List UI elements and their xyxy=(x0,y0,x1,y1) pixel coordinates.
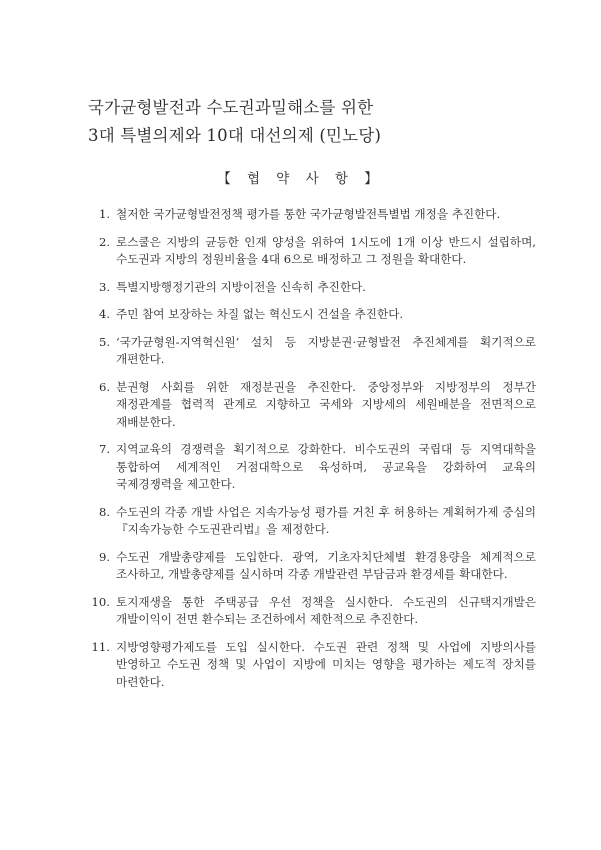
item-text: 특별지방행정기관의 지방이전을 신속히 추진한다. xyxy=(116,279,366,294)
list-item xyxy=(86,379,536,432)
item-number: 3. xyxy=(98,279,110,294)
list-item xyxy=(86,279,536,297)
item-number: 11. xyxy=(91,639,110,654)
item-number: 6. xyxy=(98,379,110,394)
list-item xyxy=(86,549,536,584)
item-text: 토지재생을 통한 주택공급 우선 정책을 실시한다. 수도권의 신규택지개발은 개발이익이 전면 환수되는 조건하에서 제한적으로 추진한다. xyxy=(116,594,536,626)
item-number: 7. xyxy=(98,442,110,456)
agreement-list xyxy=(86,206,536,701)
list-item xyxy=(86,206,536,224)
item-text: 분권형 사회를 위한 재정분권을 추진한다. 중앙정부와 지방정부의 정부간 재정관계를 협력적 관계로 지향하고 국세와 지방세의 세원배분을 전면적으로 재배분한다. xyxy=(116,379,536,429)
item-text: ‘국가균형원-지역혁신원’ 설치 등 지방분권·균형발전 추진체계를 획기적으로 개편한다. xyxy=(116,334,536,366)
list-item xyxy=(86,594,536,629)
list-item xyxy=(86,334,536,369)
title-line-2: 3대 특별의제와 10대 대선의제 (민노당) xyxy=(88,126,382,145)
list-item xyxy=(86,639,536,692)
item-text: 주민 참여 보장하는 차질 없는 혁신도시 건설을 추진한다. xyxy=(116,307,404,321)
list-item xyxy=(86,234,536,269)
item-number: 8. xyxy=(98,504,110,519)
list-item xyxy=(86,441,536,494)
item-text: 지역교육의 경쟁력을 획기적으로 강화한다. 비수도권의 국립대 등 지역대학을 통합하여 세계적인 거점대학으로 육성하며, 공교육을 강화하여 교육의 국제경쟁력을 제고한다. xyxy=(116,442,536,491)
item-text: 지방영향평가제도를 도입 실시한다. 수도권 관련 정책 및 사업에 지방의사를 반영하고 수도권 정책 및 사업이 지방에 미치는 영향을 평가하는 제도적 장치를 마련한다. xyxy=(116,639,536,689)
item-number: 2. xyxy=(98,234,110,249)
section-heading: 【 협 약 사 항 】 xyxy=(217,171,384,187)
item-text: 수도권의 각종 개발 사업은 지속가능성 평가를 거친 후 허용하는 계획허가제 중심의 『지속가능한 수도권관리법』을 제정한다. xyxy=(116,504,537,536)
item-number: 9. xyxy=(98,549,110,564)
title-line-1: 국가균형발전과 수도권과밀해소를 위한 xyxy=(88,98,374,117)
list-item xyxy=(86,504,536,539)
item-text: 철저한 국가균형발전정책 평가를 통한 국가균형발전특별법 개정을 추진한다. xyxy=(116,207,501,221)
item-number: 1. xyxy=(98,207,110,221)
item-text: 로스쿨은 지방의 균등한 인재 양성을 위하여 1시도에 1개 이상 반드시 설립하며, 수도권과 지방의 정원비율을 4대 6으로 배정하고 그 정원을 확대한다. xyxy=(116,234,536,266)
list-item xyxy=(86,306,536,324)
item-number: 4. xyxy=(98,307,110,321)
item-text: 수도권 개발총량제를 도입한다. 광역, 기초자치단체별 환경용량을 체계적으로 조사하고, 개발총량제를 실시하며 각종 개발관련 부담금과 환경세를 확대한다. xyxy=(116,549,536,581)
item-number: 10. xyxy=(91,594,110,609)
document-title xyxy=(88,94,528,150)
item-number: 5. xyxy=(98,334,110,349)
